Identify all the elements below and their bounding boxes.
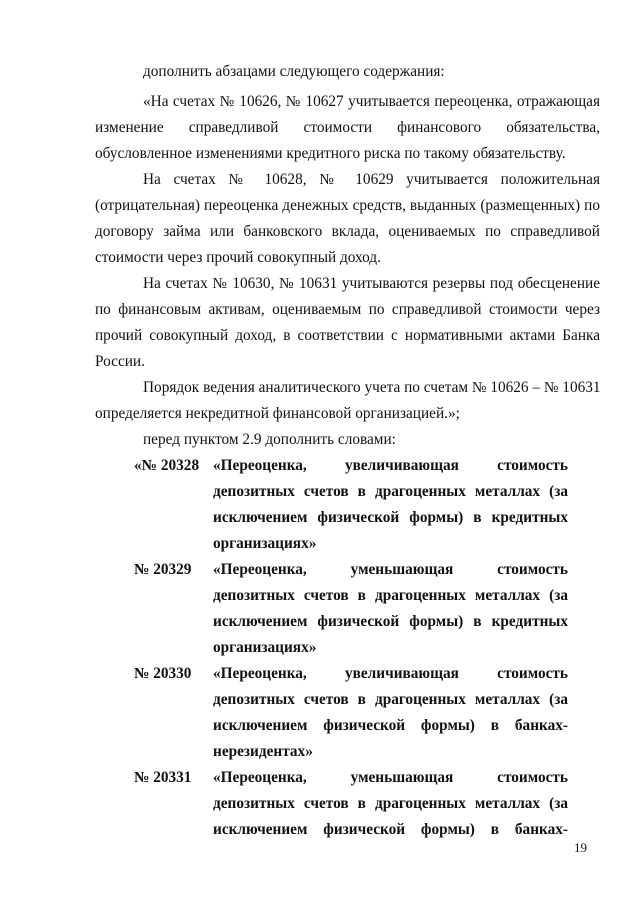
- account-description-line: организациях»: [213, 535, 317, 552]
- paragraph-line: стоимости через прочий совокупный доход.: [95, 249, 381, 266]
- account-description-line: «Переоценка, увеличивающая стоимость: [213, 665, 568, 682]
- paragraph-line: России.: [95, 353, 145, 370]
- intro-text: дополнить абзацами следующего содержания:: [143, 63, 445, 80]
- page-number: 19: [574, 840, 587, 855]
- account-description-line: исключением физической формы) в банках-: [213, 821, 568, 838]
- paragraph-line: определяется некредитной финансовой организацией.»;: [95, 405, 460, 422]
- paragraph-line: Порядок ведения аналитического учета по счетам № 10626 – № 10631: [143, 379, 601, 396]
- account-description-line: исключением физической формы) в банках-: [213, 717, 568, 734]
- before-point-text: перед пунктом 2.9 дополнить словами:: [143, 431, 396, 448]
- account-description-line: «Переоценка, уменьшающая стоимость: [213, 769, 568, 786]
- account-description-line: депозитных счетов в драгоценных металлах (за: [213, 691, 568, 708]
- paragraph-line: На счетах № 10630, № 10631 учитываются резервы под обесценение: [143, 275, 600, 292]
- account-description-line: исключением физической формы) в кредитных: [213, 613, 568, 630]
- account-description-line: исключением физической формы) в кредитных: [213, 509, 568, 526]
- paragraph-line: договору займа или банковского вклада, оцениваемых по справедливой: [95, 223, 600, 240]
- account-description-line: депозитных счетов в драгоценных металлах (за: [213, 587, 568, 604]
- account-number: «№ 20328: [134, 457, 200, 474]
- paragraph-line: изменение справедливой стоимости финансового обязательства,: [95, 119, 600, 136]
- account-description-line: организациях»: [213, 639, 317, 656]
- account-description-line: «Переоценка, увеличивающая стоимость: [213, 457, 568, 474]
- paragraph-line: по финансовым активам, оцениваемым по справедливой стоимости через: [95, 301, 600, 318]
- account-description-line: нерезидентах»: [213, 743, 313, 760]
- paragraph-line: обусловленное изменениями кредитного риска по такому обязательству.: [95, 145, 566, 162]
- account-number: № 20329: [134, 561, 192, 578]
- paragraph-line: На счетах № 10628, № 10629 учитывается положительная: [143, 171, 600, 188]
- account-number: № 20331: [134, 769, 192, 786]
- account-description-line: депозитных счетов в драгоценных металлах (за: [213, 483, 568, 500]
- account-description-line: депозитных счетов в драгоценных металлах (за: [213, 795, 568, 812]
- account-description-line: «Переоценка, уменьшающая стоимость: [213, 561, 568, 578]
- paragraph-line: «На счетах № 10626, № 10627 учитывается переоценка, отражающая: [143, 93, 600, 110]
- account-number: № 20330: [134, 665, 192, 682]
- paragraph-line: прочий совокупный доход, в соответствии с нормативными актами Банка: [95, 327, 600, 344]
- paragraph-line: (отрицательная) переоценка денежных средств, выданных (размещенных) по: [95, 197, 600, 214]
